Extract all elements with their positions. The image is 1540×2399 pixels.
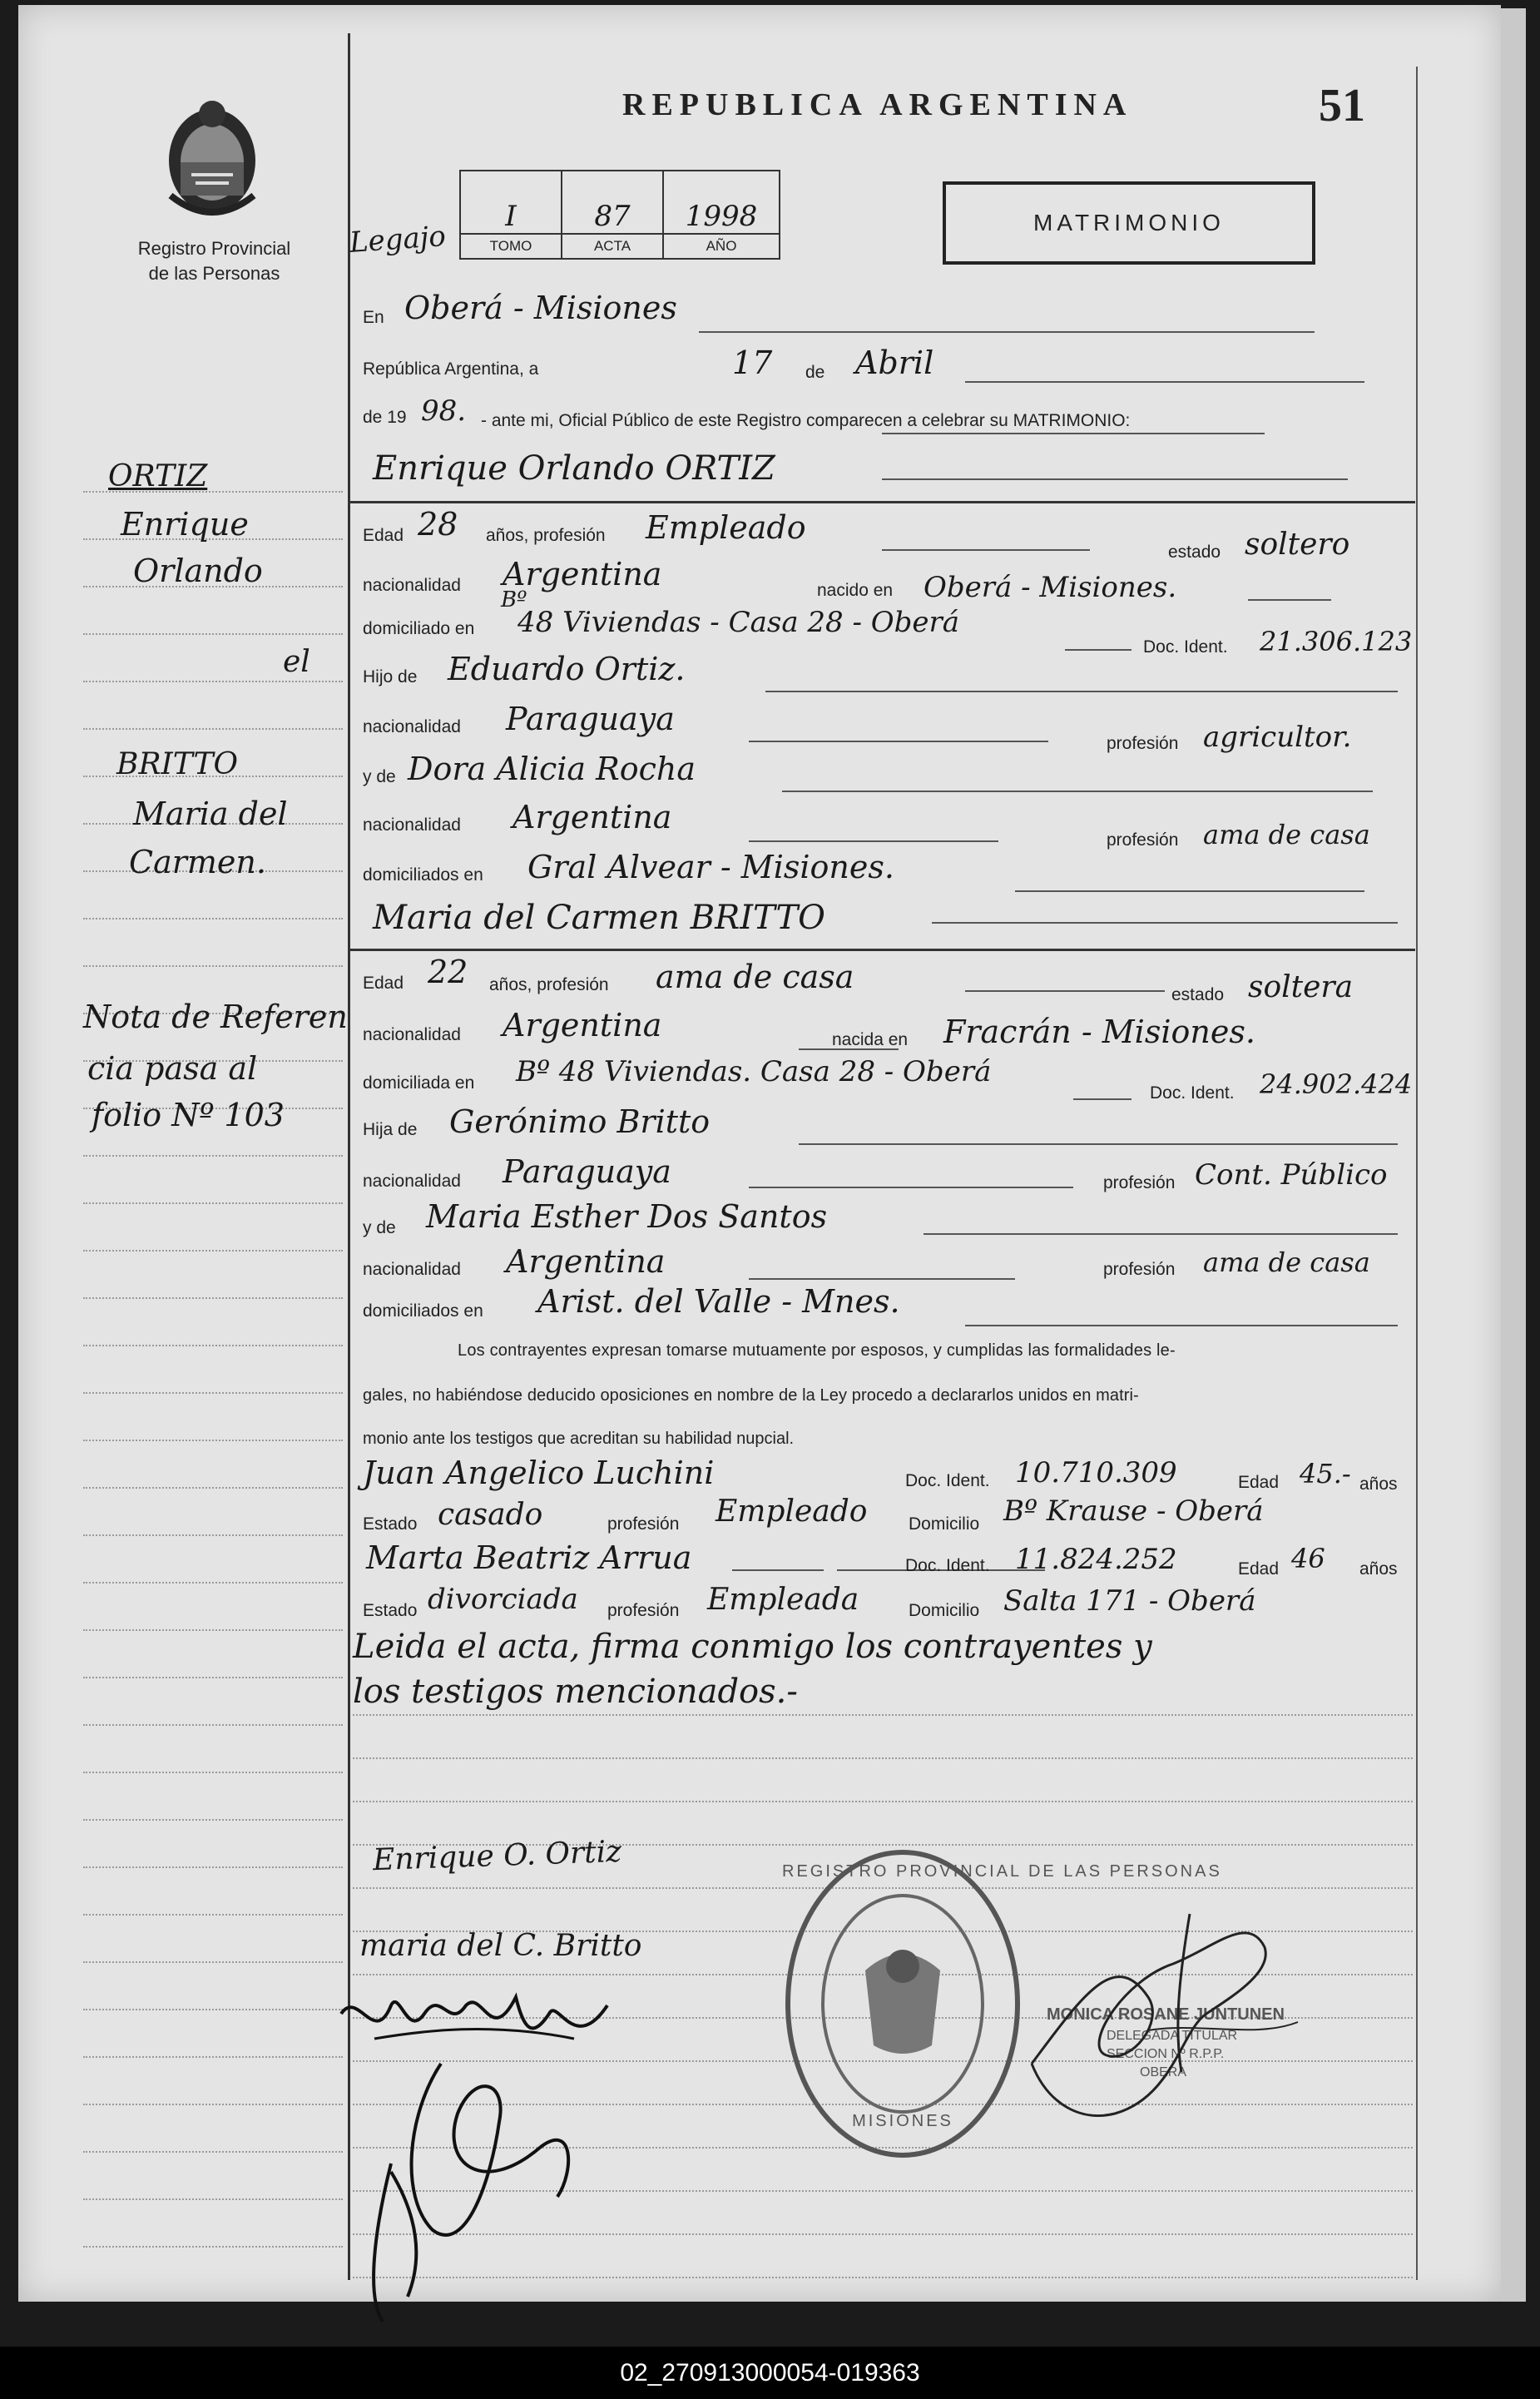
image-code: 02_270913000054-019363	[620, 2359, 920, 2387]
bride-y-de-label: y de	[363, 1218, 396, 1237]
groom-profesion-label: años, profesión	[486, 526, 606, 545]
book-edge	[1501, 8, 1526, 2302]
witness2-domicilio-label: Domicilio	[909, 1601, 980, 1620]
witness2-doc-label: Doc. Ident.	[905, 1556, 990, 1575]
groom-nacionalidad: Argentina	[503, 556, 662, 592]
groom-edad-label: Edad	[363, 526, 404, 545]
groom-nacido: Oberá - Misiones.	[924, 571, 1177, 604]
groom-mother-prof-label: profesión	[1107, 830, 1179, 850]
margin-given-bride-2: Carmen.	[129, 844, 266, 880]
bride-nacionalidad: Argentina	[503, 1007, 662, 1043]
margin-given-groom-1: Enrique	[121, 506, 249, 543]
field-underline	[749, 840, 998, 842]
witness1-estado: casado	[438, 1498, 543, 1532]
margin-rule	[83, 1961, 343, 1963]
groom-mother-prof: ama de casa	[1203, 819, 1370, 850]
bride-mother-nac: Argentina	[506, 1243, 666, 1280]
field-underline	[1073, 1098, 1131, 1100]
body-rule	[353, 1714, 1413, 1716]
groom-domicilio-label: domiciliado en	[363, 619, 475, 638]
groom-father: Eduardo Ortiz.	[448, 651, 686, 687]
year-prefix: de 19	[363, 408, 407, 427]
groom-edad: 28	[418, 506, 458, 543]
body-rule	[353, 1801, 1413, 1802]
bride-section-separator	[350, 949, 1415, 951]
officer-title: DELEGADA TITULAR	[1107, 2029, 1238, 2043]
bride-mother-prof: ama de casa	[1203, 1247, 1370, 1278]
groom-profesion: Empleado	[646, 509, 806, 546]
margin-rule	[83, 2151, 343, 2153]
coat-of-arms	[158, 96, 266, 221]
groom-mother-nac: Argentina	[513, 799, 672, 835]
margin-rule	[83, 965, 343, 967]
bride-father-nac-label: nacionalidad	[363, 1172, 461, 1191]
acta-label: ACTA	[593, 238, 631, 254]
year-sentence: - ante mi, Oficial Público de este Registro comparecen a celebrar su MATRIMONIO:	[481, 411, 1131, 430]
document-type-box	[943, 181, 1315, 265]
witness1-profesion: Empleado	[716, 1494, 868, 1529]
witness2-estado: divorciada	[428, 1583, 578, 1616]
margin-rule	[83, 1202, 343, 1204]
bride-estado: soltera	[1248, 970, 1354, 1004]
closing-line2: los testigos mencionados.-	[353, 1673, 798, 1711]
declaration-line3: monio ante los testigos que acreditan su habilidad nupcial.	[363, 1430, 795, 1448]
field-underline	[765, 691, 1398, 692]
tomo-value: I	[505, 200, 517, 233]
margin-rule	[83, 728, 343, 730]
margin-rule	[83, 1250, 343, 1252]
bride-signature: maria del C. Britto	[359, 1929, 642, 1963]
witness1-doc: 10.710.309	[1015, 1456, 1177, 1489]
field-underline	[932, 922, 1398, 924]
margin-note-line3: folio Nº 103	[92, 1097, 285, 1133]
tomo-label: TOMO	[489, 238, 532, 254]
bride-mother: Maria Esther Dos Santos	[426, 1198, 828, 1235]
field-underline	[965, 990, 1165, 992]
year-suffix: 98.	[421, 394, 467, 428]
field-underline	[965, 381, 1364, 383]
margin-rule	[83, 1677, 343, 1678]
field-underline	[732, 1569, 824, 1571]
margin-rule	[83, 681, 343, 682]
groom-doc-label: Doc. Ident.	[1143, 637, 1228, 657]
margin-rule	[83, 1440, 343, 1441]
bride-doc-label: Doc. Ident.	[1150, 1083, 1235, 1103]
officer-section: SECCION Nº R.P.P.	[1107, 2047, 1225, 2061]
groom-full-name: Enrique Orlando ORTIZ	[373, 449, 775, 488]
bride-nacida: Fracrán - Misiones.	[943, 1014, 1255, 1050]
acta-value: 87	[594, 200, 631, 233]
bride-mother-prof-label: profesión	[1103, 1260, 1176, 1279]
witness2-doc: 11.824.252	[1015, 1543, 1177, 1576]
witness1-edad: 45.-	[1300, 1458, 1351, 1489]
margin-rule	[83, 1772, 343, 1773]
margin-note-line2: cia pasa al	[87, 1050, 258, 1087]
image-code-bar	[0, 2347, 1540, 2399]
margin-rule	[83, 633, 343, 635]
groom-father-nac: Paraguaya	[506, 701, 675, 737]
bride-parents-dom-label: domiciliados en	[363, 1301, 483, 1321]
margin-rule	[83, 1724, 343, 1726]
groom-hijo-label: Hijo de	[363, 667, 418, 686]
witness2-profesion-label: profesión	[607, 1601, 680, 1620]
margin-rule	[83, 2056, 343, 2058]
page-number: 51	[1319, 80, 1365, 131]
field-underline	[799, 1143, 1398, 1145]
margin-rule	[83, 1345, 343, 1346]
field-underline	[882, 549, 1090, 551]
bride-doc: 24.902.424	[1260, 1068, 1413, 1100]
witness1-domicilio: Bº Krause - Oberá	[1003, 1494, 1264, 1528]
bride-mother-nac-label: nacionalidad	[363, 1260, 461, 1279]
bride-domicilio: Bº 48 Viviendas. Casa 28 - Oberá	[516, 1055, 992, 1088]
witness1-profesion-label: profesión	[607, 1514, 680, 1534]
field-underline	[882, 478, 1348, 480]
witness1-estado-label: Estado	[363, 1514, 418, 1534]
field-underline	[782, 791, 1373, 792]
body-rule	[353, 1757, 1413, 1759]
field-underline	[924, 1233, 1398, 1235]
margin-rule	[83, 1155, 343, 1157]
bride-hija-label: Hija de	[363, 1120, 418, 1139]
margin-rule	[83, 1582, 343, 1584]
field-underline	[1248, 599, 1331, 601]
margin-rule	[83, 1819, 343, 1821]
margin-rule	[83, 1297, 343, 1299]
ano-value: 1998	[685, 200, 758, 233]
closing-line1: Leida el acta, firma conmigo los contrayentes y	[353, 1628, 1152, 1666]
republica-label: República Argentina, a	[363, 359, 539, 379]
bride-father: Gerónimo Britto	[449, 1103, 711, 1140]
bride-parents-dom: Arist. del Valle - Mnes.	[537, 1283, 900, 1320]
witness1-edad-label: Edad	[1238, 1473, 1280, 1492]
margin-rule	[83, 1392, 343, 1394]
field-underline	[749, 1187, 1073, 1188]
groom-father-prof: agricultor.	[1203, 721, 1352, 754]
officer-signature	[982, 1897, 1315, 2147]
right-border-line	[1416, 67, 1418, 2280]
margin-conjunction: el	[283, 645, 310, 679]
bride-estado-label: estado	[1171, 985, 1225, 1004]
groom-doc: 21.306.123	[1260, 626, 1413, 657]
registry-name-line1: Registro Provincial	[137, 238, 291, 259]
field-underline	[749, 741, 1048, 742]
witness2-edad-label: Edad	[1238, 1559, 1280, 1579]
margin-rule	[83, 2198, 343, 2200]
margin-rule	[83, 2104, 343, 2105]
day-value: 17	[732, 344, 773, 381]
margin-rule	[83, 1629, 343, 1631]
bride-edad: 22	[428, 954, 468, 990]
margin-surname-bride: BRITTO	[116, 747, 238, 781]
witness2-estado-label: Estado	[363, 1601, 418, 1620]
bride-profesion-label: años, profesión	[489, 975, 609, 994]
declaration-line1: Los contrayentes expresan tomarse mutuamente por esposos, y cumplidas las formalidades le-	[458, 1341, 1176, 1360]
box-divider	[459, 233, 780, 235]
place-value: Oberá - Misiones	[404, 290, 677, 326]
groom-estado: soltero	[1245, 528, 1350, 562]
document-type: MATRIMONIO	[1033, 210, 1225, 235]
witness2-domicilio: Salta 171 - Oberá	[1003, 1584, 1256, 1618]
stamp-ring-text: REGISTRO PROVINCIAL DE LAS PERSONAS	[782, 1862, 1222, 1881]
month-value: Abril	[855, 344, 934, 381]
witness2-edad: 46	[1291, 1543, 1325, 1574]
witness1-domicilio-label: Domicilio	[909, 1514, 980, 1534]
margin-rule	[83, 1487, 343, 1489]
groom-mother-nac-label: nacionalidad	[363, 815, 461, 835]
witness2-name: Marta Beatriz Arrua	[366, 1539, 692, 1576]
officer-name: MONICA ROSANE JUNTUNEN	[1047, 2005, 1285, 2024]
bride-father-prof-label: profesión	[1103, 1173, 1176, 1192]
witness1-anos-label: años	[1359, 1475, 1398, 1494]
stamp-bottom-text: MISIONES	[852, 2112, 953, 2130]
field-underline	[882, 433, 1265, 434]
witness1-doc-label: Doc. Ident.	[905, 1471, 990, 1490]
groom-estado-label: estado	[1168, 543, 1221, 562]
bride-father-nac: Paraguaya	[503, 1153, 671, 1190]
margin-note-line1: Nota de Referen	[83, 999, 348, 1035]
field-underline	[965, 1325, 1398, 1326]
ano-label: AÑO	[706, 238, 737, 254]
bride-profesion: ama de casa	[656, 959, 854, 995]
witness2-anos-label: años	[1359, 1559, 1398, 1579]
field-underline	[749, 1278, 1015, 1280]
groom-parents-dom: Gral Alvear - Misiones.	[527, 849, 894, 885]
field-underline	[699, 331, 1315, 333]
margin-rule	[83, 1534, 343, 1536]
country-heading: REPUBLICA ARGENTINA	[622, 87, 1133, 122]
margin-surname-groom: ORTIZ	[108, 459, 208, 493]
en-label: En	[363, 308, 384, 327]
register-mark: Legajo	[348, 220, 448, 260]
groom-domicilio: 48 Viviendas - Casa 28 - Oberá	[517, 606, 960, 639]
groom-section-separator	[350, 501, 1415, 503]
groom-nacionalidad-label: nacionalidad	[363, 576, 461, 595]
registry-name-line2: de las Personas	[148, 263, 280, 284]
bride-domicilio-label: domiciliada en	[363, 1073, 475, 1093]
groom-father-nac-label: nacionalidad	[363, 717, 461, 736]
groom-signature: Enrique O. Ortiz	[372, 1834, 622, 1878]
witness1-name: Juan Angelico Luchini	[363, 1455, 715, 1491]
witness2-profesion: Empleada	[707, 1583, 859, 1617]
groom-nacido-label: nacido en	[817, 581, 894, 600]
groom-father-prof-label: profesión	[1107, 734, 1179, 753]
margin-rule	[83, 918, 343, 919]
margin-given-bride-1: Maria del	[133, 796, 288, 832]
bride-father-prof: Cont. Público	[1195, 1158, 1388, 1192]
margin-rule	[83, 1866, 343, 1868]
groom-mother: Dora Alicia Rocha	[408, 751, 696, 787]
officer-city: OBERA	[1140, 2065, 1187, 2079]
groom-domicilio-prefix: Bº	[501, 587, 527, 612]
witness-signatures	[324, 1980, 641, 2330]
bride-nacida-label: nacida en	[832, 1030, 909, 1049]
field-underline	[1015, 890, 1364, 892]
bride-edad-label: Edad	[363, 974, 404, 993]
margin-line	[348, 33, 350, 2280]
bride-full-name: Maria del Carmen BRITTO	[373, 899, 825, 937]
groom-y-de-label: y de	[363, 767, 396, 786]
declaration-line2: gales, no habiéndose deducido oposiciones en nombre de la Ley procedo a declararlos unidos en matri-	[363, 1386, 1139, 1405]
margin-rule	[83, 2009, 343, 2010]
margin-given-groom-2: Orlando	[133, 553, 263, 589]
field-underline	[1065, 649, 1131, 651]
bride-nacionalidad-label: nacionalidad	[363, 1025, 461, 1044]
de-label: de	[805, 363, 825, 382]
margin-rule	[83, 2246, 343, 2248]
groom-parents-dom-label: domiciliados en	[363, 865, 483, 885]
margin-rule	[83, 1914, 343, 1916]
